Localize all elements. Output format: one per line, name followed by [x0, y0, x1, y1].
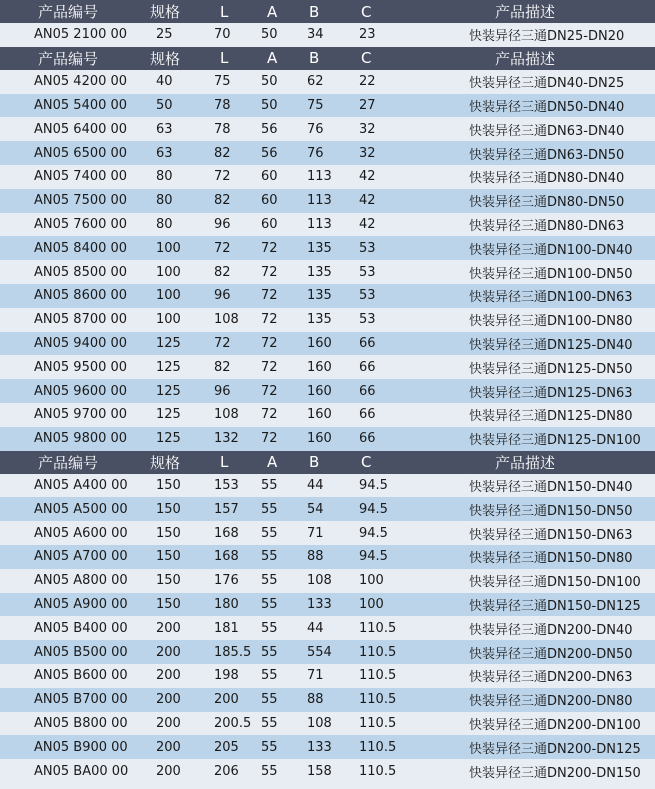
cell-dim-a: 55 — [261, 715, 278, 731]
cell-dim-c: 94.5 — [359, 501, 388, 517]
cell-spec: 100 — [156, 312, 181, 328]
cell-length-l: 72 — [214, 169, 231, 185]
cell-dim-c: 32 — [359, 121, 376, 137]
cell-dim-c: 53 — [359, 264, 376, 280]
cell-dim-a: 55 — [261, 573, 278, 589]
cell-length-l: 168 — [214, 549, 239, 565]
cell-product-code: AN05 B500 00 — [34, 644, 128, 660]
cell-length-l: 82 — [214, 145, 231, 161]
cell-length-l: 96 — [214, 288, 231, 304]
cell-dim-b: 113 — [307, 216, 332, 232]
cell-length-l: 72 — [214, 240, 231, 256]
cell-length-l: 82 — [214, 264, 231, 280]
header-dim-b: B — [309, 2, 320, 21]
cell-length-l: 180 — [214, 596, 239, 612]
cell-dim-b: 88 — [307, 692, 324, 708]
cell-product-code: AN05 6400 00 — [34, 121, 128, 137]
table-row — [0, 70, 655, 94]
cell-spec: 40 — [156, 74, 173, 90]
cell-spec: 80 — [156, 216, 173, 232]
cell-length-l: 168 — [214, 525, 239, 541]
cell-product-code: AN05 5400 00 — [34, 97, 128, 113]
cell-length-l: 157 — [214, 501, 239, 517]
cell-dim-b: 135 — [307, 264, 332, 280]
cell-dim-c: 94.5 — [359, 549, 388, 565]
cell-dim-c: 110.5 — [359, 620, 397, 636]
table-row — [0, 569, 655, 593]
cell-dim-c: 53 — [359, 240, 376, 256]
table-row — [0, 427, 655, 451]
cell-dim-a: 72 — [261, 288, 278, 304]
table-row — [0, 403, 655, 427]
cell-dim-c: 66 — [359, 359, 376, 375]
cell-description: 快装异径三通DN200-DN150 — [469, 765, 641, 781]
cell-dim-a: 50 — [261, 97, 278, 113]
cell-length-l: 200.5 — [214, 715, 252, 731]
cell-dim-b: 135 — [307, 312, 332, 328]
cell-dim-b: 158 — [307, 763, 332, 779]
cell-spec: 200 — [156, 763, 181, 779]
cell-dim-a: 72 — [261, 407, 278, 423]
header-dim-a: A — [267, 453, 278, 472]
cell-dim-c: 66 — [359, 407, 376, 423]
cell-dim-b: 75 — [307, 97, 324, 113]
table-header — [0, 0, 655, 23]
cell-dim-a: 72 — [261, 431, 278, 447]
cell-spec: 50 — [156, 97, 173, 113]
cell-length-l: 82 — [214, 359, 231, 375]
table-row — [0, 712, 655, 736]
cell-spec: 125 — [156, 359, 181, 375]
cell-product-code: AN05 A400 00 — [34, 477, 128, 493]
cell-spec: 63 — [156, 121, 173, 137]
cell-product-code: AN05 9800 00 — [34, 431, 128, 447]
table-row — [0, 735, 655, 759]
table-row — [0, 497, 655, 521]
cell-length-l: 108 — [214, 407, 239, 423]
table-row — [0, 616, 655, 640]
cell-dim-b: 62 — [307, 74, 324, 90]
cell-spec: 150 — [156, 501, 181, 517]
cell-spec: 125 — [156, 431, 181, 447]
cell-product-code: AN05 9500 00 — [34, 359, 128, 375]
header-spec: 规格 — [150, 453, 181, 472]
cell-description: 快装异径三通DN100-DN40 — [469, 242, 633, 258]
table-row — [0, 141, 655, 165]
cell-dim-a: 72 — [261, 383, 278, 399]
header-dim-c: C — [361, 49, 372, 68]
cell-dim-a: 55 — [261, 692, 278, 708]
cell-dim-c: 66 — [359, 383, 376, 399]
table-row — [0, 664, 655, 688]
cell-spec: 200 — [156, 644, 181, 660]
cell-length-l: 96 — [214, 383, 231, 399]
cell-description: 快装异径三通DN125-DN40 — [469, 337, 633, 353]
table-row — [0, 213, 655, 237]
cell-dim-c: 110.5 — [359, 715, 397, 731]
cell-description: 快装异径三通DN25-DN20 — [469, 29, 625, 45]
cell-description: 快装异径三通DN100-DN50 — [469, 266, 633, 282]
cell-dim-a: 56 — [261, 121, 278, 137]
cell-dim-b: 133 — [307, 739, 332, 755]
header-dim-b: B — [309, 49, 320, 68]
cell-dim-b: 76 — [307, 145, 324, 161]
cell-description: 快装异径三通DN63-DN50 — [469, 147, 625, 163]
cell-dim-b: 160 — [307, 335, 332, 351]
cell-length-l: 205 — [214, 739, 239, 755]
cell-dim-a: 72 — [261, 264, 278, 280]
cell-description: 快装异径三通DN150-DN80 — [469, 551, 633, 567]
cell-spec: 100 — [156, 264, 181, 280]
cell-spec: 100 — [156, 240, 181, 256]
cell-product-code: AN05 2100 00 — [34, 27, 128, 43]
cell-dim-c: 53 — [359, 288, 376, 304]
cell-dim-b: 160 — [307, 407, 332, 423]
table-header — [0, 451, 655, 474]
cell-dim-c: 94.5 — [359, 477, 388, 493]
cell-description: 快装异径三通DN200-DN100 — [469, 717, 641, 733]
cell-dim-c: 110.5 — [359, 739, 397, 755]
header-spec: 规格 — [150, 3, 181, 21]
cell-spec: 63 — [156, 145, 173, 161]
header-product-code: 产品编号 — [38, 49, 99, 68]
table-row — [0, 308, 655, 332]
cell-dim-b: 108 — [307, 715, 332, 731]
cell-dim-c: 42 — [359, 169, 376, 185]
cell-dim-c: 94.5 — [359, 525, 388, 541]
cell-dim-c: 53 — [359, 312, 376, 328]
cell-product-code: AN05 A700 00 — [34, 549, 128, 565]
table-row — [0, 260, 655, 284]
cell-product-code: AN05 A600 00 — [34, 525, 128, 541]
cell-description: 快装异径三通DN125-DN100 — [469, 433, 641, 449]
cell-spec: 200 — [156, 715, 181, 731]
cell-product-code: AN05 8500 00 — [34, 264, 128, 280]
cell-description: 快装异径三通DN200-DN80 — [469, 694, 633, 710]
cell-product-code: AN05 8400 00 — [34, 240, 128, 256]
cell-dim-c: 100 — [359, 596, 384, 612]
table-row — [0, 117, 655, 141]
cell-dim-b: 554 — [307, 644, 332, 660]
cell-dim-a: 55 — [261, 668, 278, 684]
table-row — [0, 236, 655, 260]
table-row — [0, 640, 655, 664]
cell-spec: 150 — [156, 525, 181, 541]
cell-dim-b: 113 — [307, 193, 332, 209]
cell-length-l: 206 — [214, 763, 239, 779]
cell-length-l: 70 — [214, 27, 231, 43]
cell-dim-b: 88 — [307, 549, 324, 565]
header-dim-c: C — [361, 453, 372, 472]
cell-product-code: AN05 9400 00 — [34, 335, 128, 351]
cell-length-l: 132 — [214, 431, 239, 447]
cell-description: 快装异径三通DN125-DN80 — [469, 409, 633, 425]
cell-description: 快装异径三通DN150-DN50 — [469, 503, 633, 519]
header-dim-a: A — [267, 2, 278, 21]
cell-spec: 150 — [156, 477, 181, 493]
cell-dim-b: 71 — [307, 668, 324, 684]
cell-dim-a: 72 — [261, 359, 278, 375]
header-description: 产品描述 — [495, 49, 556, 68]
table-row — [0, 521, 655, 545]
cell-length-l: 200 — [214, 692, 239, 708]
cell-dim-a: 60 — [261, 193, 278, 209]
header-product-code: 产品编号 — [38, 453, 99, 472]
cell-dim-a: 72 — [261, 240, 278, 256]
cell-dim-b: 160 — [307, 359, 332, 375]
cell-product-code: AN05 B800 00 — [34, 715, 128, 731]
table-row — [0, 355, 655, 379]
cell-dim-a: 55 — [261, 763, 278, 779]
cell-length-l: 153 — [214, 477, 239, 493]
cell-spec: 150 — [156, 549, 181, 565]
cell-description: 快装异径三通DN100-DN63 — [469, 290, 633, 306]
cell-dim-c: 66 — [359, 335, 376, 351]
header-description: 产品描述 — [495, 3, 556, 21]
cell-dim-b: 108 — [307, 573, 332, 589]
table-row — [0, 284, 655, 308]
cell-dim-a: 55 — [261, 739, 278, 755]
cell-description: 快装异径三通DN100-DN80 — [469, 314, 633, 330]
cell-product-code: AN05 9700 00 — [34, 407, 128, 423]
cell-spec: 125 — [156, 407, 181, 423]
cell-length-l: 78 — [214, 121, 231, 137]
cell-dim-a: 50 — [261, 27, 278, 43]
cell-dim-b: 76 — [307, 121, 324, 137]
cell-description: 快装异径三通DN63-DN40 — [469, 123, 625, 139]
cell-dim-a: 60 — [261, 216, 278, 232]
cell-length-l: 185.5 — [214, 644, 252, 660]
cell-dim-a: 72 — [261, 312, 278, 328]
cell-dim-a: 72 — [261, 335, 278, 351]
cell-product-code: AN05 6500 00 — [34, 145, 128, 161]
cell-length-l: 78 — [214, 97, 231, 113]
cell-dim-c: 100 — [359, 573, 384, 589]
cell-dim-a: 55 — [261, 549, 278, 565]
cell-length-l: 198 — [214, 668, 239, 684]
cell-dim-c: 42 — [359, 216, 376, 232]
cell-dim-b: 160 — [307, 383, 332, 399]
cell-product-code: AN05 7400 00 — [34, 169, 128, 185]
cell-dim-c: 27 — [359, 97, 376, 113]
cell-spec: 150 — [156, 573, 181, 589]
cell-dim-a: 55 — [261, 477, 278, 493]
cell-spec: 200 — [156, 620, 181, 636]
table-row — [0, 165, 655, 189]
header-dim-a: A — [267, 49, 278, 68]
cell-dim-c: 110.5 — [359, 763, 397, 779]
cell-product-code: AN05 7600 00 — [34, 216, 128, 232]
cell-description: 快装异径三通DN125-DN50 — [469, 361, 633, 377]
header-length-l: L — [220, 2, 229, 21]
cell-spec: 125 — [156, 383, 181, 399]
cell-dim-c: 110.5 — [359, 668, 397, 684]
cell-description: 快装异径三通DN125-DN63 — [469, 385, 633, 401]
cell-dim-b: 71 — [307, 525, 324, 541]
cell-dim-a: 55 — [261, 501, 278, 517]
cell-dim-c: 32 — [359, 145, 376, 161]
cell-spec: 25 — [156, 27, 173, 43]
cell-dim-a: 50 — [261, 74, 278, 90]
header-length-l: L — [220, 453, 229, 472]
cell-product-code: AN05 8600 00 — [34, 288, 128, 304]
table-row — [0, 189, 655, 213]
cell-product-code: AN05 A800 00 — [34, 573, 128, 589]
table-row — [0, 474, 655, 498]
cell-product-code: AN05 A900 00 — [34, 596, 128, 612]
cell-length-l: 176 — [214, 573, 239, 589]
cell-dim-c: 110.5 — [359, 692, 397, 708]
cell-dim-b: 34 — [307, 27, 324, 43]
cell-dim-b: 113 — [307, 169, 332, 185]
cell-description: 快装异径三通DN40-DN25 — [469, 76, 625, 92]
cell-description: 快装异径三通DN80-DN40 — [469, 171, 625, 187]
cell-description: 快装异径三通DN150-DN40 — [469, 479, 633, 495]
cell-product-code: AN05 B400 00 — [34, 620, 128, 636]
cell-dim-b: 160 — [307, 431, 332, 447]
cell-description: 快装异径三通DN150-DN125 — [469, 598, 641, 614]
cell-dim-a: 55 — [261, 644, 278, 660]
cell-description: 快装异径三通DN200-DN63 — [469, 670, 633, 686]
cell-dim-c: 110.5 — [359, 644, 397, 660]
cell-dim-b: 133 — [307, 596, 332, 612]
cell-product-code: AN05 B700 00 — [34, 692, 128, 708]
table-row — [0, 593, 655, 617]
cell-product-code: AN05 BA00 00 — [34, 763, 128, 779]
cell-dim-c: 66 — [359, 431, 376, 447]
cell-product-code: AN05 B900 00 — [34, 739, 128, 755]
cell-description: 快装异径三通DN200-DN40 — [469, 622, 633, 638]
cell-dim-b: 44 — [307, 477, 324, 493]
cell-description: 快装异径三通DN80-DN63 — [469, 218, 625, 234]
cell-spec: 200 — [156, 692, 181, 708]
header-dim-c: C — [361, 2, 372, 21]
cell-description: 快装异径三通DN50-DN40 — [469, 99, 625, 115]
cell-dim-a: 55 — [261, 525, 278, 541]
table-row — [0, 759, 655, 783]
cell-spec: 125 — [156, 335, 181, 351]
cell-description: 快装异径三通DN200-DN50 — [469, 646, 633, 662]
cell-description: 快装异径三通DN150-DN100 — [469, 575, 641, 591]
table-row — [0, 379, 655, 403]
cell-product-code: AN05 A500 00 — [34, 501, 128, 517]
header-description: 产品描述 — [495, 453, 556, 472]
cell-dim-b: 135 — [307, 240, 332, 256]
table-row — [0, 94, 655, 118]
cell-spec: 100 — [156, 288, 181, 304]
table-row — [0, 545, 655, 569]
cell-length-l: 82 — [214, 193, 231, 209]
cell-description: 快装异径三通DN150-DN63 — [469, 527, 633, 543]
table-header — [0, 47, 655, 70]
cell-description: 快装异径三通DN80-DN50 — [469, 195, 625, 211]
cell-dim-c: 23 — [359, 27, 376, 43]
header-product-code: 产品编号 — [38, 3, 99, 21]
cell-product-code: AN05 7500 00 — [34, 193, 128, 209]
cell-spec: 200 — [156, 739, 181, 755]
cell-product-code: AN05 8700 00 — [34, 312, 128, 328]
header-spec: 规格 — [150, 49, 181, 68]
cell-length-l: 181 — [214, 620, 239, 636]
header-length-l: L — [220, 49, 229, 68]
cell-dim-a: 56 — [261, 145, 278, 161]
cell-product-code: AN05 B600 00 — [34, 668, 128, 684]
cell-length-l: 72 — [214, 335, 231, 351]
cell-spec: 150 — [156, 596, 181, 612]
cell-dim-b: 135 — [307, 288, 332, 304]
cell-product-code: AN05 4200 00 — [34, 74, 128, 90]
cell-description: 快装异径三通DN200-DN125 — [469, 741, 641, 757]
cell-spec: 200 — [156, 668, 181, 684]
cell-dim-b: 44 — [307, 620, 324, 636]
cell-dim-a: 60 — [261, 169, 278, 185]
cell-dim-b: 54 — [307, 501, 324, 517]
cell-dim-c: 22 — [359, 74, 376, 90]
cell-length-l: 75 — [214, 74, 231, 90]
table-row — [0, 23, 655, 47]
cell-spec: 80 — [156, 169, 173, 185]
header-dim-b: B — [309, 453, 320, 472]
cell-product-code: AN05 9600 00 — [34, 383, 128, 399]
table-row — [0, 688, 655, 712]
cell-spec: 80 — [156, 193, 173, 209]
cell-dim-a: 55 — [261, 596, 278, 612]
cell-dim-a: 55 — [261, 620, 278, 636]
cell-length-l: 96 — [214, 216, 231, 232]
cell-length-l: 108 — [214, 312, 239, 328]
cell-dim-c: 42 — [359, 193, 376, 209]
table-row — [0, 332, 655, 356]
